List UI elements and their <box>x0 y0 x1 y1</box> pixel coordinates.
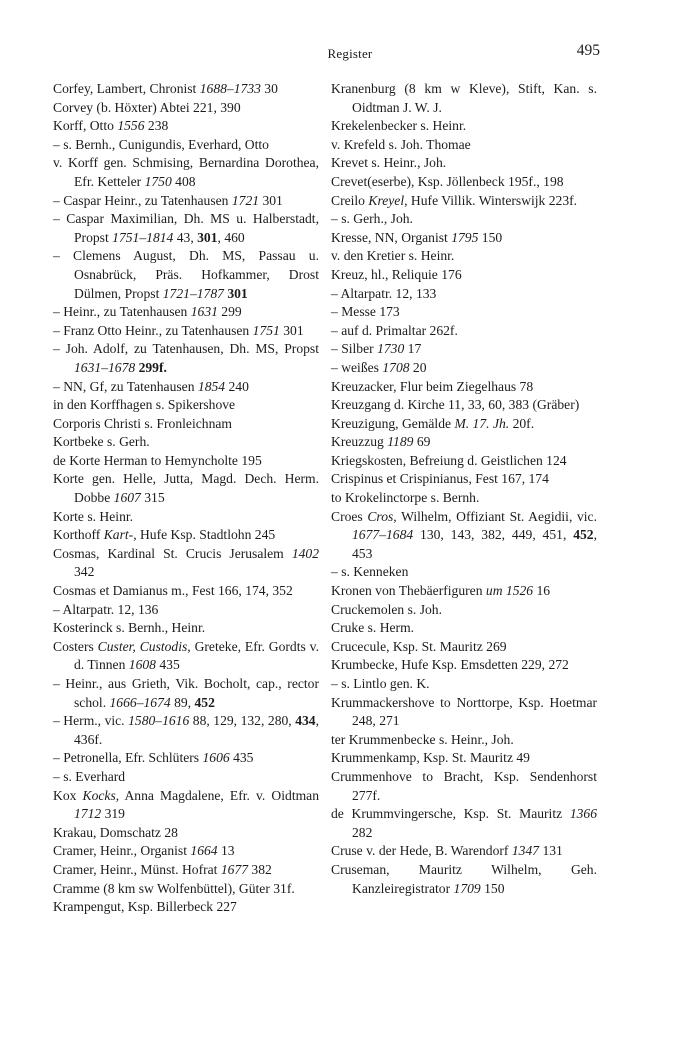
index-column-right <box>331 80 597 898</box>
entry-text: v. Krefeld s. Joh. Thomae <box>331 136 471 152</box>
index-entry <box>53 378 319 397</box>
entry-text: 408 <box>171 173 196 189</box>
index-entry <box>331 805 597 842</box>
entry-text: , Anna Magdalene, Efr. v. Oidtman <box>115 787 320 803</box>
entry-text: Kreuzzug <box>331 434 388 450</box>
entry-text: ter Krummenbecke s. Heinr., Joh. <box>331 731 514 747</box>
entry-year-italic: um 1526 <box>485 583 534 599</box>
index-entry <box>331 601 597 620</box>
entry-text: 131 <box>539 843 563 859</box>
index-entry <box>53 508 319 527</box>
entry-text: 301 <box>259 192 283 208</box>
index-entry <box>53 675 319 712</box>
index-entry <box>331 322 597 341</box>
index-entry <box>331 694 597 731</box>
entry-text: Kreuzacker, Flur beim Ziegelhaus 78 <box>331 378 534 394</box>
entry-text: Krakau, Domschatz 28 <box>53 824 178 840</box>
index-entry <box>53 619 319 638</box>
index-entry <box>331 582 597 601</box>
entry-text: – Altarpatr. 12, 133 <box>331 285 437 301</box>
entry-text: 238 <box>144 118 169 134</box>
running-header-title: Register <box>327 46 373 61</box>
index-entry <box>53 582 319 601</box>
index-entry <box>53 638 319 675</box>
entry-text: , 460 <box>217 229 245 245</box>
entry-year-italic: 1631 <box>190 304 218 320</box>
page-number: 495 <box>576 42 600 59</box>
entry-text: 299 <box>217 304 242 320</box>
entry-text: , 453 <box>352 527 597 561</box>
index-entry <box>53 880 319 899</box>
entry-text: Kreuz, hl., Reliquie 176 <box>331 266 462 282</box>
entry-text: 13 <box>217 843 235 859</box>
entry-text: 435 <box>155 657 180 673</box>
entry-text: 20 <box>409 359 427 375</box>
entry-text: – Heinr., zu Tatenhausen <box>53 304 191 320</box>
index-entry <box>53 470 319 507</box>
entry-year-italic: 1721–1787 <box>162 285 224 301</box>
index-entry <box>331 266 597 285</box>
entry-text: Crucecule, Ksp. St. Mauritz 269 <box>331 638 507 654</box>
index-entry <box>53 712 319 749</box>
entry-page-bold: 301 <box>227 285 248 301</box>
entry-text: , Hufe Villik. Winterswijk 223f. <box>404 192 578 208</box>
index-entry <box>331 378 597 397</box>
index-entry <box>331 842 597 861</box>
index-entry <box>331 80 597 117</box>
entry-page-bold: 452 <box>573 527 594 543</box>
index-entry <box>331 359 597 378</box>
entry-year-italic: 1608 <box>128 657 156 673</box>
index-column-left <box>53 80 319 917</box>
entry-text: – Petronella, Efr. Schlüters <box>53 750 203 766</box>
entry-text: – s. Kenneken <box>331 564 409 580</box>
entry-text: Kriegskosten, Befreiung d. Geistlichen 124 <box>331 452 567 468</box>
index-entry <box>53 452 319 471</box>
entry-text: 20f. <box>509 415 535 431</box>
entry-text: – s. Gerh., Joh. <box>331 211 413 227</box>
entry-text: Krummackershove to Norttorpe, Ksp. Hoetmar 248, 271 <box>331 694 597 729</box>
entry-page-bold: 299f. <box>138 359 167 375</box>
entry-text: Cruckemolen s. Joh. <box>331 601 443 617</box>
index-entry <box>331 749 597 768</box>
index-entry <box>53 99 319 118</box>
entry-text: Kox <box>53 787 83 803</box>
entry-text: , Wilhelm, Offiziant St. Aegidii, vic. <box>393 508 597 524</box>
entry-text: 342 <box>74 564 95 580</box>
entry-text: , Hufe Ksp. Stadtlohn 245 <box>133 527 276 543</box>
entry-page-bold: 452 <box>194 694 215 710</box>
entry-text: – Joh. Adolf, zu Tatenhausen, Dh. MS, Propst <box>53 341 319 357</box>
entry-year-italic: 1854 <box>197 378 226 394</box>
entry-text: – weißes <box>331 359 383 375</box>
entry-text: Kosterinck s. Bernh., Heinr. <box>53 620 206 636</box>
index-entry <box>53 433 319 452</box>
index-entry <box>331 247 597 266</box>
index-entry <box>53 136 319 155</box>
entry-text: – Franz Otto Heinr., zu Tatenhausen <box>53 322 253 338</box>
index-entry <box>331 731 597 750</box>
index-entry <box>331 117 597 136</box>
entry-text: to Krokelinctorpe s. Bernh. <box>331 490 480 506</box>
entry-year-italic: Kreyel <box>368 192 405 208</box>
entry-year-italic: 1402 <box>291 545 319 561</box>
entry-text: – Altarpatr. 12, 136 <box>53 601 159 617</box>
entry-text: Cramme (8 km sw Wolfenbüttel), Güter 31f. <box>53 880 295 896</box>
entry-text: Kreuzgang d. Kirche 11, 33, 60, 383 (Gräber) <box>331 397 580 413</box>
index-entry <box>53 247 319 303</box>
entry-year-italic: 1677–1684 <box>352 527 414 543</box>
entry-text: Crispinus et Crispinianus, Fest 167, 174 <box>331 471 549 487</box>
index-entry <box>331 154 597 173</box>
index-entry <box>53 749 319 768</box>
entry-text: – Silber <box>331 341 378 357</box>
entry-text: Corvey (b. Höxter) Abtei 221, 390 <box>53 99 241 115</box>
entry-year-italic: 1730 <box>377 341 405 357</box>
entry-text: 69 <box>413 434 431 450</box>
entry-text: – auf d. Primaltar 262f. <box>331 322 458 338</box>
entry-text: 16 <box>533 583 551 599</box>
entry-text: – s. Lintlo gen. K. <box>331 676 430 691</box>
entry-year-italic: 1580–1616 <box>128 713 190 729</box>
entry-text: Cruse v. der Hede, B. Warendorf <box>331 843 512 859</box>
index-entry <box>53 340 319 377</box>
index-entry <box>53 842 319 861</box>
entry-text: 17 <box>404 341 422 357</box>
entry-text: 150 <box>480 880 505 896</box>
entry-year-italic: 1556 <box>117 118 145 134</box>
entry-year-italic: 1751 <box>252 322 280 338</box>
entry-text: , Greteke, Efr. Gordts v. d. Tinnen <box>74 638 319 673</box>
entry-text: – Messe 173 <box>331 304 400 320</box>
entry-text: Cramer, Heinr., Münst. Hofrat <box>53 861 221 877</box>
entry-text: Kortbeke s. Gerh. <box>53 434 150 450</box>
entry-page-bold: 434 <box>295 713 316 729</box>
index-entry <box>53 303 319 322</box>
entry-text: 301 <box>279 322 304 338</box>
entry-text: , 436f. <box>74 713 319 747</box>
entry-text: – Herm., vic. <box>53 713 129 729</box>
entry-text: – Caspar Heinr., zu Tatenhausen <box>53 192 232 208</box>
entry-year-italic: 1666–1674 <box>109 694 171 710</box>
entry-year-italic: 1189 <box>387 434 414 450</box>
index-entry <box>331 285 597 304</box>
index-entry <box>53 396 319 415</box>
index-entry <box>331 452 597 471</box>
index-entry <box>53 545 319 582</box>
entry-text: Cosmas et Damianus m., Fest 166, 174, 352 <box>53 583 293 599</box>
entry-text: Krekelenbecker s. Heinr. <box>331 118 467 134</box>
entry-text: Cruke s. Herm. <box>331 620 415 636</box>
entry-text: Crevet(eserbe), Ksp. Jöllenbeck 195f., 198 <box>331 173 564 189</box>
entry-year-italic: 1366 <box>569 806 597 822</box>
entry-year-italic: 1664 <box>190 843 218 859</box>
index-entry <box>331 192 597 211</box>
entry-year-italic: 1712 <box>74 806 102 822</box>
entry-text: 43, <box>173 229 198 245</box>
entry-text: in den Korffhagen s. Spikershove <box>53 397 236 413</box>
index-entry <box>53 80 319 99</box>
index-entry <box>53 601 319 620</box>
index-entry <box>331 470 597 489</box>
index-entry <box>331 229 597 248</box>
entry-text: 240 <box>225 378 249 394</box>
entry-text: Cruseman, Mauritz Wilhelm, Geh. Kanzleiregistrator <box>331 861 597 896</box>
entry-text: – Clemens August, Dh. MS, Passau u. Osnabrück, Präs. Hofkammer, Drost Dülmen, Propst <box>53 248 319 301</box>
entry-text: 150 <box>478 229 503 245</box>
index-entry <box>331 415 597 434</box>
entry-text: Croes <box>331 508 368 524</box>
index-entry <box>331 861 597 898</box>
entry-text: v. den Kretier s. Heinr. <box>331 248 455 264</box>
index-entry <box>331 136 597 155</box>
index-entry <box>331 396 597 415</box>
entry-year-italic: 1606 <box>202 750 230 766</box>
index-entry <box>53 210 319 247</box>
entry-year-italic: 1347 <box>511 843 540 859</box>
index-entry <box>53 898 319 917</box>
index-entry <box>331 433 597 452</box>
index-entry <box>53 322 319 341</box>
entry-year-italic: 1721 <box>231 192 260 208</box>
entry-text: Korte s. Heinr. <box>53 508 134 524</box>
index-entry <box>53 192 319 211</box>
entry-text: Corfey, Lambert, Chronist <box>53 81 200 96</box>
entry-text: 282 <box>352 824 373 840</box>
index-entry <box>331 340 597 359</box>
entry-text: Kronen von Thebäerfiguren <box>331 583 486 599</box>
entry-text: – Heinr., aus Grieth, Vik. Bocholt, cap., rector schol. <box>53 676 319 710</box>
entry-text: de Korte Herman to Hemyncholte 195 <box>53 452 262 468</box>
entry-text: Corporis Christi s. Fronleichnam <box>53 415 232 431</box>
entry-text: Korte gen. Helle, Jutta, Magd. Dech. Herm. Dobbe <box>53 471 319 506</box>
index-entry <box>331 656 597 675</box>
entry-text: 130, 143, 382, 449, 451, <box>413 527 574 543</box>
entry-year-italic: 1795 <box>451 229 479 245</box>
index-entry <box>331 768 597 805</box>
entry-year-italic: Custer, Custodis <box>97 638 188 654</box>
entry-year-italic: 1688–1733 <box>199 81 261 96</box>
entry-text: – Caspar Maximilian, Dh. MS u. Halberstadt, Propst <box>53 211 319 245</box>
entry-text: 435 <box>229 750 254 766</box>
entry-text: 382 <box>248 861 272 877</box>
entry-text: Cramer, Heinr., Organist <box>53 843 191 859</box>
index-entry <box>331 489 597 508</box>
index-entry <box>53 154 319 191</box>
entry-year-italic: 1750 <box>144 173 172 189</box>
entry-text: Creilo <box>331 192 369 208</box>
entry-text: Cosmas, Kardinal St. Crucis Jerusalem <box>53 545 292 561</box>
entry-text: 315 <box>140 490 165 506</box>
index-entry <box>331 638 597 657</box>
index-entry <box>53 415 319 434</box>
entry-text: – NN, Gf, zu Tatenhausen <box>53 378 198 394</box>
index-entry <box>331 210 597 229</box>
index-entry <box>331 619 597 638</box>
entry-year-italic: Kart- <box>103 527 134 543</box>
entry-text: 88, 129, 132, 280, <box>189 713 296 729</box>
entry-year-italic: 1631–1678 <box>74 359 136 375</box>
index-entry <box>331 508 597 564</box>
index-entry <box>53 861 319 880</box>
entry-text: – s. Everhard <box>53 768 126 784</box>
entry-year-italic: 1751–1814 <box>112 229 174 245</box>
index-entry <box>53 787 319 824</box>
entry-text: Kranenburg (8 km w Kleve), Stift, Kan. s. Oidtman J. W. J. <box>331 81 597 115</box>
entry-year-italic: 1677 <box>220 861 249 877</box>
entry-page-bold: 301 <box>197 229 218 245</box>
entry-text: 319 <box>101 806 125 822</box>
entry-text: Korthoff <box>53 527 104 543</box>
entry-text: v. Korff gen. Schmising, Bernardina Dorothea, Efr. Ketteler <box>53 155 319 189</box>
index-entry <box>53 117 319 136</box>
entry-text: Krevet s. Heinr., Joh. <box>331 155 447 171</box>
entry-text: Costers <box>53 638 98 654</box>
entry-text: 89, <box>170 694 195 710</box>
entry-text: Krampengut, Ksp. Billerbeck 227 <box>53 899 237 915</box>
entry-text: de Krummvingersche, Ksp. St. Mauritz <box>331 806 570 822</box>
entry-text: Kresse, NN, Organist <box>331 229 452 245</box>
index-entry <box>53 768 319 787</box>
entry-text: Krumbecke, Hufe Ksp. Emsdetten 229, 272 <box>331 657 569 673</box>
entry-year-italic: Cros <box>367 508 394 524</box>
entry-year-italic: Kocks <box>82 787 116 803</box>
index-entry <box>331 303 597 322</box>
entry-text: Korff, Otto <box>53 118 118 134</box>
index-entry <box>331 563 597 582</box>
entry-year-italic: 1709 <box>453 880 481 896</box>
index-entry <box>331 173 597 192</box>
entry-text: Crummenhove to Bracht, Ksp. Sendenhorst 277f. <box>331 768 597 803</box>
entry-year-italic: M. 17. Jh. <box>454 415 510 431</box>
index-entry <box>53 824 319 843</box>
entry-year-italic: 1708 <box>382 359 410 375</box>
index-entry <box>53 526 319 545</box>
entry-text: – s. Bernh., Cunigundis, Everhard, Otto <box>53 136 269 152</box>
entry-text: Krummenkamp, Ksp. St. Mauritz 49 <box>331 750 530 766</box>
index-entry <box>331 675 597 694</box>
entry-text: Kreuzigung, Gemälde <box>331 415 455 431</box>
entry-year-italic: 1607 <box>113 490 141 506</box>
entry-text: 30 <box>260 81 278 96</box>
